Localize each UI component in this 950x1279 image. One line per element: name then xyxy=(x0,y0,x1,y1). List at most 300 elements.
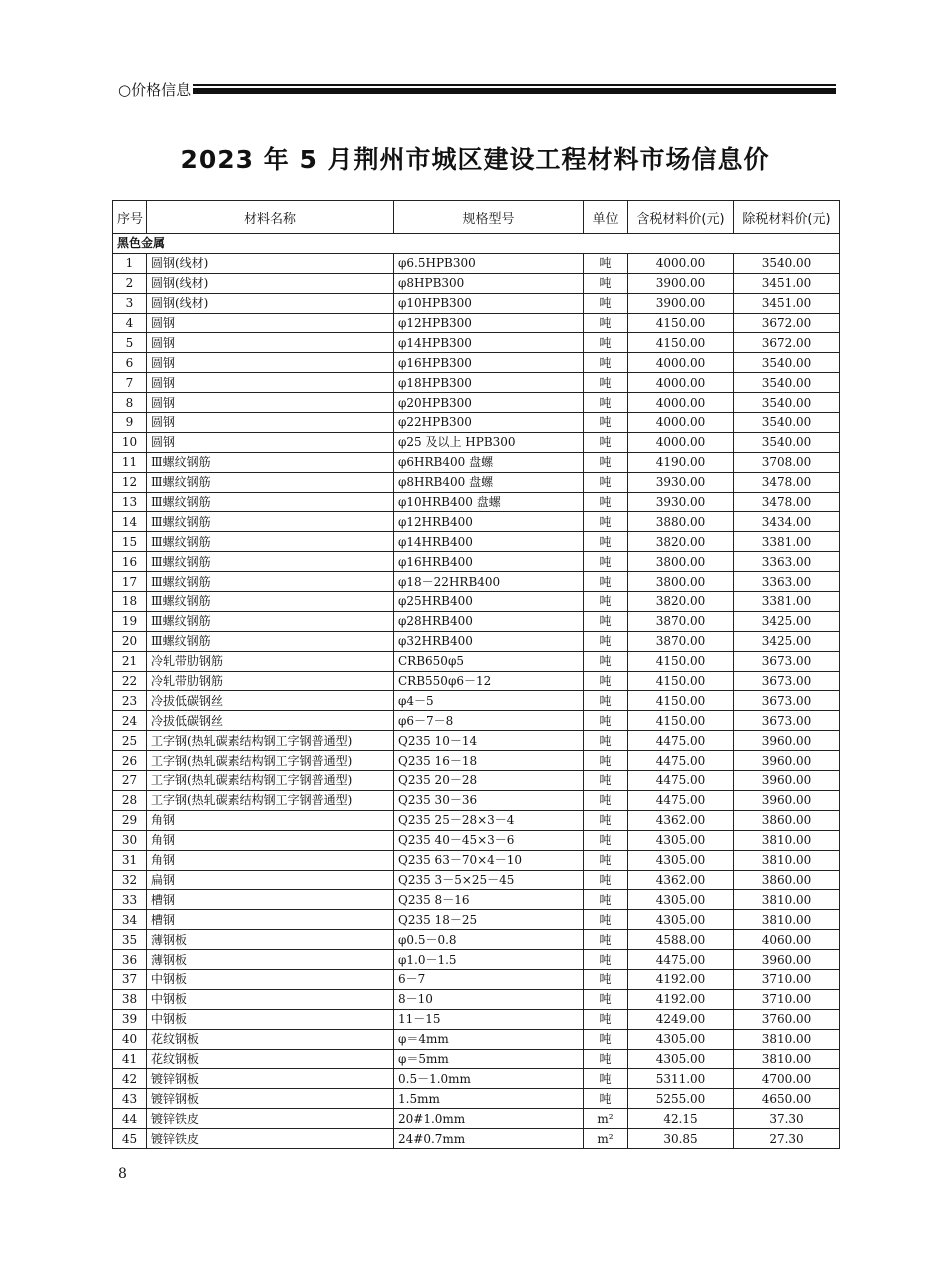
cell-material-name: 圆钢(线材) xyxy=(147,253,394,273)
cell-material-name: Ⅲ螺纹钢筋 xyxy=(147,512,394,532)
cell-no: 10 xyxy=(113,432,147,452)
cell-no: 17 xyxy=(113,572,147,592)
cell-price-with-tax: 3930.00 xyxy=(628,472,734,492)
cell-no: 28 xyxy=(113,790,147,810)
cell-price-with-tax: 3930.00 xyxy=(628,492,734,512)
table-row xyxy=(113,969,840,989)
cell-unit: 吨 xyxy=(584,930,628,950)
cell-spec: φ6－7－8 xyxy=(394,711,584,731)
cell-price-with-tax: 3800.00 xyxy=(628,572,734,592)
cell-no: 30 xyxy=(113,830,147,850)
table-row xyxy=(113,572,840,592)
table-row xyxy=(113,1069,840,1089)
header-price-with-tax: 含税材料价(元) xyxy=(628,201,734,234)
table-row xyxy=(113,1009,840,1029)
cell-price-without-tax: 3363.00 xyxy=(734,572,840,592)
cell-material-name: 槽钢 xyxy=(147,910,394,930)
cell-no: 23 xyxy=(113,691,147,711)
section-header xyxy=(118,78,836,100)
table-row xyxy=(113,950,840,970)
cell-price-without-tax: 3810.00 xyxy=(734,1049,840,1069)
cell-price-without-tax: 3540.00 xyxy=(734,393,840,413)
cell-unit: 吨 xyxy=(584,1049,628,1069)
cell-unit: 吨 xyxy=(584,393,628,413)
table-body xyxy=(113,234,840,1149)
cell-no: 43 xyxy=(113,1089,147,1109)
cell-no: 37 xyxy=(113,969,147,989)
cell-unit: 吨 xyxy=(584,1009,628,1029)
cell-no: 42 xyxy=(113,1069,147,1089)
cell-price-with-tax: 4150.00 xyxy=(628,691,734,711)
cell-unit: 吨 xyxy=(584,592,628,612)
page-title: 2023 年 5 月荆州市城区建设工程材料市场信息价 xyxy=(180,145,770,174)
table-row xyxy=(113,671,840,691)
table-row xyxy=(113,810,840,830)
cell-material-name: 圆钢(线材) xyxy=(147,273,394,293)
cell-material-name: 冷轧带肋钢筋 xyxy=(147,651,394,671)
cell-no: 2 xyxy=(113,273,147,293)
cell-price-with-tax: 3800.00 xyxy=(628,552,734,572)
cell-price-with-tax: 5311.00 xyxy=(628,1069,734,1089)
cell-unit: 吨 xyxy=(584,472,628,492)
cell-price-without-tax: 3960.00 xyxy=(734,751,840,771)
cell-unit: 吨 xyxy=(584,651,628,671)
cell-price-with-tax: 4190.00 xyxy=(628,452,734,472)
table-row xyxy=(113,910,840,930)
cell-unit: 吨 xyxy=(584,313,628,333)
cell-price-with-tax: 4305.00 xyxy=(628,890,734,910)
cell-price-without-tax: 3673.00 xyxy=(734,671,840,691)
table-row xyxy=(113,731,840,751)
cell-price-without-tax: 3810.00 xyxy=(734,890,840,910)
cell-spec: φ＝4mm xyxy=(394,1029,584,1049)
cell-price-with-tax: 4362.00 xyxy=(628,810,734,830)
cell-material-name: 薄钢板 xyxy=(147,930,394,950)
header-rule-thin xyxy=(193,84,836,86)
cell-price-with-tax: 4249.00 xyxy=(628,1009,734,1029)
cell-spec: Q235 63－70×4－10 xyxy=(394,850,584,870)
cell-price-without-tax: 4060.00 xyxy=(734,930,840,950)
cell-unit: 吨 xyxy=(584,910,628,930)
cell-material-name: Ⅲ螺纹钢筋 xyxy=(147,532,394,552)
cell-price-without-tax: 3540.00 xyxy=(734,353,840,373)
cell-material-name: 中钢板 xyxy=(147,1009,394,1029)
cell-spec: φ1.0－1.5 xyxy=(394,950,584,970)
cell-no: 6 xyxy=(113,353,147,373)
cell-price-without-tax: 3810.00 xyxy=(734,830,840,850)
cell-material-name: 圆钢 xyxy=(147,432,394,452)
cell-price-with-tax: 4192.00 xyxy=(628,969,734,989)
table-row xyxy=(113,393,840,413)
cell-no: 41 xyxy=(113,1049,147,1069)
cell-spec: φ0.5－0.8 xyxy=(394,930,584,950)
cell-no: 8 xyxy=(113,393,147,413)
cell-spec: Q235 8－16 xyxy=(394,890,584,910)
cell-unit: 吨 xyxy=(584,432,628,452)
cell-material-name: 圆钢 xyxy=(147,373,394,393)
cell-spec: 1.5mm xyxy=(394,1089,584,1109)
cell-material-name: 镀锌铁皮 xyxy=(147,1129,394,1149)
cell-material-name: Ⅲ螺纹钢筋 xyxy=(147,572,394,592)
cell-no: 25 xyxy=(113,731,147,751)
cell-spec: 11－15 xyxy=(394,1009,584,1029)
cell-material-name: Ⅲ螺纹钢筋 xyxy=(147,552,394,572)
section-label: ○价格信息 xyxy=(118,80,192,99)
cell-unit: m² xyxy=(584,1109,628,1129)
cell-price-without-tax: 3672.00 xyxy=(734,313,840,333)
cell-price-without-tax: 3451.00 xyxy=(734,293,840,313)
cell-no: 38 xyxy=(113,989,147,1009)
cell-price-with-tax: 4475.00 xyxy=(628,731,734,751)
cell-material-name: Ⅲ螺纹钢筋 xyxy=(147,631,394,651)
cell-material-name: 冷轧带肋钢筋 xyxy=(147,671,394,691)
cell-material-name: 圆钢 xyxy=(147,333,394,353)
cell-spec: φ25HRB400 xyxy=(394,592,584,612)
cell-price-without-tax: 3810.00 xyxy=(734,910,840,930)
cell-price-without-tax: 3960.00 xyxy=(734,771,840,791)
cell-spec: φ22HPB300 xyxy=(394,413,584,433)
cell-spec: φ6HRB400 盘螺 xyxy=(394,452,584,472)
table-row xyxy=(113,711,840,731)
cell-unit: 吨 xyxy=(584,771,628,791)
table-row xyxy=(113,631,840,651)
cell-no: 4 xyxy=(113,313,147,333)
cell-no: 7 xyxy=(113,373,147,393)
cell-price-with-tax: 3900.00 xyxy=(628,293,734,313)
cell-no: 14 xyxy=(113,512,147,532)
table-row xyxy=(113,353,840,373)
cell-price-with-tax: 4000.00 xyxy=(628,393,734,413)
cell-unit: 吨 xyxy=(584,512,628,532)
cell-spec: φ＝5mm xyxy=(394,1049,584,1069)
header-material-name: 材料名称 xyxy=(147,201,394,234)
cell-spec: φ25 及以上 HPB300 xyxy=(394,432,584,452)
cell-price-with-tax: 4362.00 xyxy=(628,870,734,890)
cell-no: 34 xyxy=(113,910,147,930)
cell-price-without-tax: 3960.00 xyxy=(734,950,840,970)
cell-no: 12 xyxy=(113,472,147,492)
cell-unit: 吨 xyxy=(584,751,628,771)
cell-price-with-tax: 4305.00 xyxy=(628,1049,734,1069)
cell-price-with-tax: 3880.00 xyxy=(628,512,734,532)
cell-spec: φ12HPB300 xyxy=(394,313,584,333)
header-no: 序号 xyxy=(113,201,147,234)
table-row xyxy=(113,1089,840,1109)
cell-no: 20 xyxy=(113,631,147,651)
cell-material-name: 镀锌钢板 xyxy=(147,1069,394,1089)
page-number: 8 xyxy=(118,1166,127,1182)
table-row xyxy=(113,552,840,572)
table-row xyxy=(113,313,840,333)
cell-material-name: Ⅲ螺纹钢筋 xyxy=(147,611,394,631)
cell-unit: 吨 xyxy=(584,790,628,810)
cell-spec: φ4－5 xyxy=(394,691,584,711)
cell-material-name: 圆钢 xyxy=(147,413,394,433)
cell-no: 1 xyxy=(113,253,147,273)
cell-unit: 吨 xyxy=(584,870,628,890)
cell-price-with-tax: 4588.00 xyxy=(628,930,734,950)
cell-material-name: Ⅲ螺纹钢筋 xyxy=(147,592,394,612)
cell-price-without-tax: 37.30 xyxy=(734,1109,840,1129)
cell-material-name: 薄钢板 xyxy=(147,950,394,970)
cell-no: 26 xyxy=(113,751,147,771)
cell-unit: 吨 xyxy=(584,333,628,353)
cell-material-name: 冷拔低碳钢丝 xyxy=(147,691,394,711)
cell-unit: 吨 xyxy=(584,532,628,552)
cell-spec: 0.5－1.0mm xyxy=(394,1069,584,1089)
cell-material-name: 圆钢 xyxy=(147,393,394,413)
cell-spec: φ16HPB300 xyxy=(394,353,584,373)
cell-spec: Q235 10－14 xyxy=(394,731,584,751)
table-row xyxy=(113,989,840,1009)
cell-spec: φ32HRB400 xyxy=(394,631,584,651)
cell-unit: 吨 xyxy=(584,989,628,1009)
table-row xyxy=(113,1129,840,1149)
cell-spec: 8－10 xyxy=(394,989,584,1009)
cell-no: 32 xyxy=(113,870,147,890)
cell-price-without-tax: 3760.00 xyxy=(734,1009,840,1029)
cell-no: 33 xyxy=(113,890,147,910)
table-row xyxy=(113,472,840,492)
cell-unit: 吨 xyxy=(584,273,628,293)
table-row xyxy=(113,1029,840,1049)
cell-no: 24 xyxy=(113,711,147,731)
cell-spec: Q235 25－28×3－4 xyxy=(394,810,584,830)
cell-price-without-tax: 27.30 xyxy=(734,1129,840,1149)
cell-price-without-tax: 3381.00 xyxy=(734,532,840,552)
cell-price-without-tax: 3540.00 xyxy=(734,253,840,273)
cell-spec: Q235 18－25 xyxy=(394,910,584,930)
cell-price-without-tax: 3860.00 xyxy=(734,870,840,890)
cell-price-with-tax: 4305.00 xyxy=(628,850,734,870)
cell-price-with-tax: 4000.00 xyxy=(628,413,734,433)
cell-no: 22 xyxy=(113,671,147,691)
cell-price-with-tax: 3870.00 xyxy=(628,611,734,631)
cell-material-name: 槽钢 xyxy=(147,890,394,910)
cell-price-with-tax: 30.85 xyxy=(628,1129,734,1149)
cell-price-without-tax: 3540.00 xyxy=(734,373,840,393)
cell-no: 15 xyxy=(113,532,147,552)
table-row xyxy=(113,611,840,631)
cell-price-with-tax: 4150.00 xyxy=(628,333,734,353)
cell-price-with-tax: 4000.00 xyxy=(628,253,734,273)
cell-material-name: Ⅲ螺纹钢筋 xyxy=(147,492,394,512)
cell-material-name: 角钢 xyxy=(147,810,394,830)
cell-price-without-tax: 3363.00 xyxy=(734,552,840,572)
cell-spec: φ6.5HPB300 xyxy=(394,253,584,273)
cell-spec: φ14HPB300 xyxy=(394,333,584,353)
cell-material-name: 镀锌铁皮 xyxy=(147,1109,394,1129)
cell-unit: 吨 xyxy=(584,452,628,472)
cell-no: 35 xyxy=(113,930,147,950)
cell-price-with-tax: 4000.00 xyxy=(628,353,734,373)
cell-spec: 24#0.7mm xyxy=(394,1129,584,1149)
table-row xyxy=(113,790,840,810)
cell-material-name: 圆钢(线材) xyxy=(147,293,394,313)
table-row xyxy=(113,373,840,393)
table-row xyxy=(113,930,840,950)
category-label: 黑色金属 xyxy=(113,234,840,254)
header-unit: 单位 xyxy=(584,201,628,234)
cell-price-with-tax: 3870.00 xyxy=(628,631,734,651)
cell-material-name: 工字钢(热轧碳素结构钢工字钢普通型) xyxy=(147,751,394,771)
cell-price-without-tax: 4700.00 xyxy=(734,1069,840,1089)
cell-no: 11 xyxy=(113,452,147,472)
cell-no: 39 xyxy=(113,1009,147,1029)
cell-unit: 吨 xyxy=(584,890,628,910)
cell-no: 5 xyxy=(113,333,147,353)
cell-material-name: 中钢板 xyxy=(147,969,394,989)
cell-price-with-tax: 4475.00 xyxy=(628,771,734,791)
cell-unit: 吨 xyxy=(584,830,628,850)
cell-material-name: 工字钢(热轧碳素结构钢工字钢普通型) xyxy=(147,771,394,791)
table-row xyxy=(113,651,840,671)
cell-spec: φ18－22HRB400 xyxy=(394,572,584,592)
table-row xyxy=(113,890,840,910)
cell-unit: 吨 xyxy=(584,413,628,433)
header-rule-thick xyxy=(193,88,836,94)
cell-material-name: 圆钢 xyxy=(147,313,394,333)
cell-price-without-tax: 3960.00 xyxy=(734,731,840,751)
table-row xyxy=(113,830,840,850)
cell-no: 45 xyxy=(113,1129,147,1149)
table-row xyxy=(113,413,840,433)
cell-unit: 吨 xyxy=(584,950,628,970)
cell-price-with-tax: 4150.00 xyxy=(628,671,734,691)
cell-material-name: 花纹钢板 xyxy=(147,1049,394,1069)
cell-price-with-tax: 4475.00 xyxy=(628,790,734,810)
cell-price-without-tax: 3451.00 xyxy=(734,273,840,293)
header-price-without-tax: 除税材料价(元) xyxy=(734,201,840,234)
cell-price-with-tax: 42.15 xyxy=(628,1109,734,1129)
table-header-row xyxy=(113,201,840,234)
cell-spec: φ10HPB300 xyxy=(394,293,584,313)
cell-price-with-tax: 5255.00 xyxy=(628,1089,734,1109)
cell-unit: 吨 xyxy=(584,1069,628,1089)
cell-material-name: 镀锌钢板 xyxy=(147,1089,394,1109)
cell-price-without-tax: 3810.00 xyxy=(734,850,840,870)
cell-spec: φ16HRB400 xyxy=(394,552,584,572)
cell-price-with-tax: 4192.00 xyxy=(628,989,734,1009)
cell-spec: φ12HRB400 xyxy=(394,512,584,532)
cell-unit: 吨 xyxy=(584,492,628,512)
header-rules xyxy=(193,82,836,96)
cell-no: 9 xyxy=(113,413,147,433)
cell-spec: φ28HRB400 xyxy=(394,611,584,631)
cell-no: 36 xyxy=(113,950,147,970)
cell-no: 16 xyxy=(113,552,147,572)
cell-price-without-tax: 3381.00 xyxy=(734,592,840,612)
table-row xyxy=(113,273,840,293)
cell-no: 18 xyxy=(113,592,147,612)
cell-price-without-tax: 3425.00 xyxy=(734,611,840,631)
cell-price-without-tax: 3540.00 xyxy=(734,432,840,452)
cell-price-with-tax: 3820.00 xyxy=(628,592,734,612)
table-row xyxy=(113,293,840,313)
cell-price-without-tax: 3478.00 xyxy=(734,472,840,492)
cell-material-name: 花纹钢板 xyxy=(147,1029,394,1049)
cell-spec: φ18HPB300 xyxy=(394,373,584,393)
cell-price-without-tax: 4650.00 xyxy=(734,1089,840,1109)
cell-spec: Q235 30－36 xyxy=(394,790,584,810)
table-row xyxy=(113,333,840,353)
cell-material-name: Ⅲ螺纹钢筋 xyxy=(147,452,394,472)
cell-unit: 吨 xyxy=(584,631,628,651)
cell-unit: 吨 xyxy=(584,850,628,870)
cell-price-with-tax: 4000.00 xyxy=(628,373,734,393)
price-table xyxy=(112,200,840,1149)
cell-material-name: Ⅲ螺纹钢筋 xyxy=(147,472,394,492)
cell-spec: Q235 20－28 xyxy=(394,771,584,791)
category-row xyxy=(113,234,840,254)
cell-unit: 吨 xyxy=(584,293,628,313)
cell-spec: 20#1.0mm xyxy=(394,1109,584,1129)
cell-material-name: 工字钢(热轧碳素结构钢工字钢普通型) xyxy=(147,790,394,810)
cell-price-without-tax: 3710.00 xyxy=(734,969,840,989)
table-row xyxy=(113,691,840,711)
cell-price-without-tax: 3860.00 xyxy=(734,810,840,830)
cell-price-without-tax: 3710.00 xyxy=(734,989,840,1009)
cell-no: 21 xyxy=(113,651,147,671)
cell-material-name: 角钢 xyxy=(147,850,394,870)
cell-price-with-tax: 4150.00 xyxy=(628,651,734,671)
cell-unit: 吨 xyxy=(584,373,628,393)
table-row xyxy=(113,850,840,870)
cell-price-without-tax: 3960.00 xyxy=(734,790,840,810)
cell-price-with-tax: 4150.00 xyxy=(628,313,734,333)
table-row xyxy=(113,492,840,512)
cell-spec: Q235 16－18 xyxy=(394,751,584,771)
cell-price-with-tax: 4475.00 xyxy=(628,751,734,771)
cell-price-with-tax: 3900.00 xyxy=(628,273,734,293)
table-row xyxy=(113,432,840,452)
cell-no: 3 xyxy=(113,293,147,313)
cell-unit: 吨 xyxy=(584,572,628,592)
cell-spec: CRB650φ5 xyxy=(394,651,584,671)
cell-material-name: 圆钢 xyxy=(147,353,394,373)
cell-spec: φ8HPB300 xyxy=(394,273,584,293)
cell-no: 31 xyxy=(113,850,147,870)
table-row xyxy=(113,1109,840,1129)
table-row xyxy=(113,512,840,532)
cell-spec: Q235 3－5×25－45 xyxy=(394,870,584,890)
cell-unit: 吨 xyxy=(584,552,628,572)
table-row xyxy=(113,592,840,612)
cell-price-with-tax: 4305.00 xyxy=(628,910,734,930)
cell-unit: 吨 xyxy=(584,671,628,691)
cell-unit: m² xyxy=(584,1129,628,1149)
cell-spec: φ14HRB400 xyxy=(394,532,584,552)
cell-price-without-tax: 3540.00 xyxy=(734,413,840,433)
cell-price-without-tax: 3673.00 xyxy=(734,691,840,711)
cell-spec: φ8HRB400 盘螺 xyxy=(394,472,584,492)
table-row xyxy=(113,1049,840,1069)
cell-unit: 吨 xyxy=(584,810,628,830)
cell-unit: 吨 xyxy=(584,353,628,373)
cell-material-name: 中钢板 xyxy=(147,989,394,1009)
cell-unit: 吨 xyxy=(584,711,628,731)
cell-material-name: 冷拔低碳钢丝 xyxy=(147,711,394,731)
cell-unit: 吨 xyxy=(584,691,628,711)
cell-unit: 吨 xyxy=(584,969,628,989)
cell-unit: 吨 xyxy=(584,1029,628,1049)
cell-price-without-tax: 3673.00 xyxy=(734,651,840,671)
cell-unit: 吨 xyxy=(584,253,628,273)
cell-price-with-tax: 4475.00 xyxy=(628,950,734,970)
cell-no: 44 xyxy=(113,1109,147,1129)
cell-price-without-tax: 3810.00 xyxy=(734,1029,840,1049)
cell-unit: 吨 xyxy=(584,1089,628,1109)
